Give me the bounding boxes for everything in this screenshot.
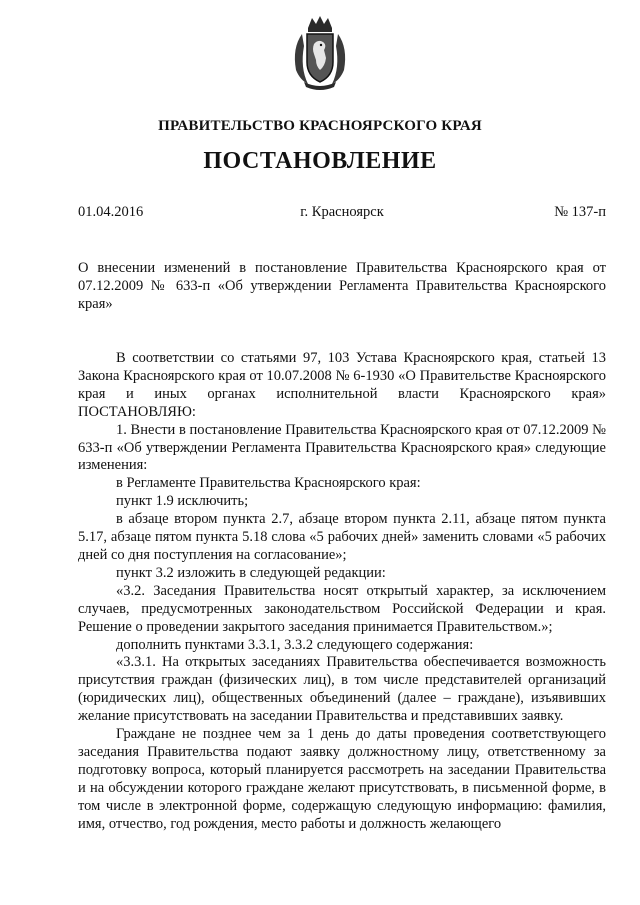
- body-paragraph: «3.2. Заседания Правительства носят открытый характер, за исключением случаев, предусмотренных законодательством Российской Федерации и края. Решение о проведении закрытого заседания принимается Правительством.»;: [78, 582, 606, 635]
- body-paragraph: В соответствии со статьями 97, 103 Устава Красноярского края, статьей 13 Закона Красноярского края от 10.07.2008 № 6-1930 «О Правительстве Красноярского края и иных органах исполнительной власти Красноярского края» ПОСТАНОВЛЯЮ:: [78, 350, 606, 420]
- document-body: [78, 350, 606, 833]
- body-paragraph: дополнить пунктами 3.3.1, 3.3.2 следующего содержания:: [116, 636, 474, 653]
- body-paragraph: «3.3.1. На открытых заседаниях Правительства обеспечивается возможность присутствия граждан (физических лиц), в том числе представителей организаций (юридических лиц), общественных объединений (далее – граждане), изъявивших желание присутствовать на заседании Правительства и представивших заявку.: [78, 654, 606, 725]
- body-paragraph: в Регламенте Правительства Красноярского края:: [116, 475, 421, 492]
- document-city: г. Красноярск: [300, 204, 384, 220]
- document-subject: О внесении изменений в постановление Правительства Красноярского края от 07.12.2009 № 633-п «Об утверждении Регламента Правительства Красноярского края»: [78, 260, 606, 312]
- body-paragraph: Граждане не позднее чем за 1 день до даты проведения соответствующего заседания Правительства подают заявку должностному лицу, ответственному за подготовку вопроса, который планируется рассмотреть на заседании Правительства и на обсуждении которого граждане желают присутствовать, в письменной форме, в том числе в электронной форме, содержащую следующую информацию: фамилия, имя, отчество, год рождения, место работы и должность желающего: [78, 726, 606, 832]
- document-date: 01.04.2016: [78, 204, 144, 220]
- body-paragraph: в абзаце втором пункта 2.7, абзаце втором пункта 2.11, абзаце пятом пункта 5.17, абзаце пятом пункта 5.18 слова «5 рабочих дней» заменить словами «5 рабочих дней со дня поступления на согласование»;: [78, 511, 606, 563]
- document-number: № 137-п: [554, 204, 606, 220]
- document-meta-row: [78, 204, 606, 224]
- body-paragraph: пункт 3.2 изложить в следующей редакции:: [116, 564, 386, 581]
- krasnoyarsk-coat-of-arms-icon: [290, 14, 350, 92]
- government-title: ПРАВИТЕЛЬСТВО КРАСНОЯРСКОГО КРАЯ: [158, 118, 482, 134]
- body-paragraph: 1. Внести в постановление Правительства Красноярского края от 07.12.2009 № 633-п «Об утверждении Регламента Правительства Красноярского края» следующие изменения:: [78, 421, 606, 474]
- body-paragraph: пункт 1.9 исключить;: [116, 493, 249, 510]
- document-type-heading: ПОСТАНОВЛЕНИЕ: [203, 148, 437, 174]
